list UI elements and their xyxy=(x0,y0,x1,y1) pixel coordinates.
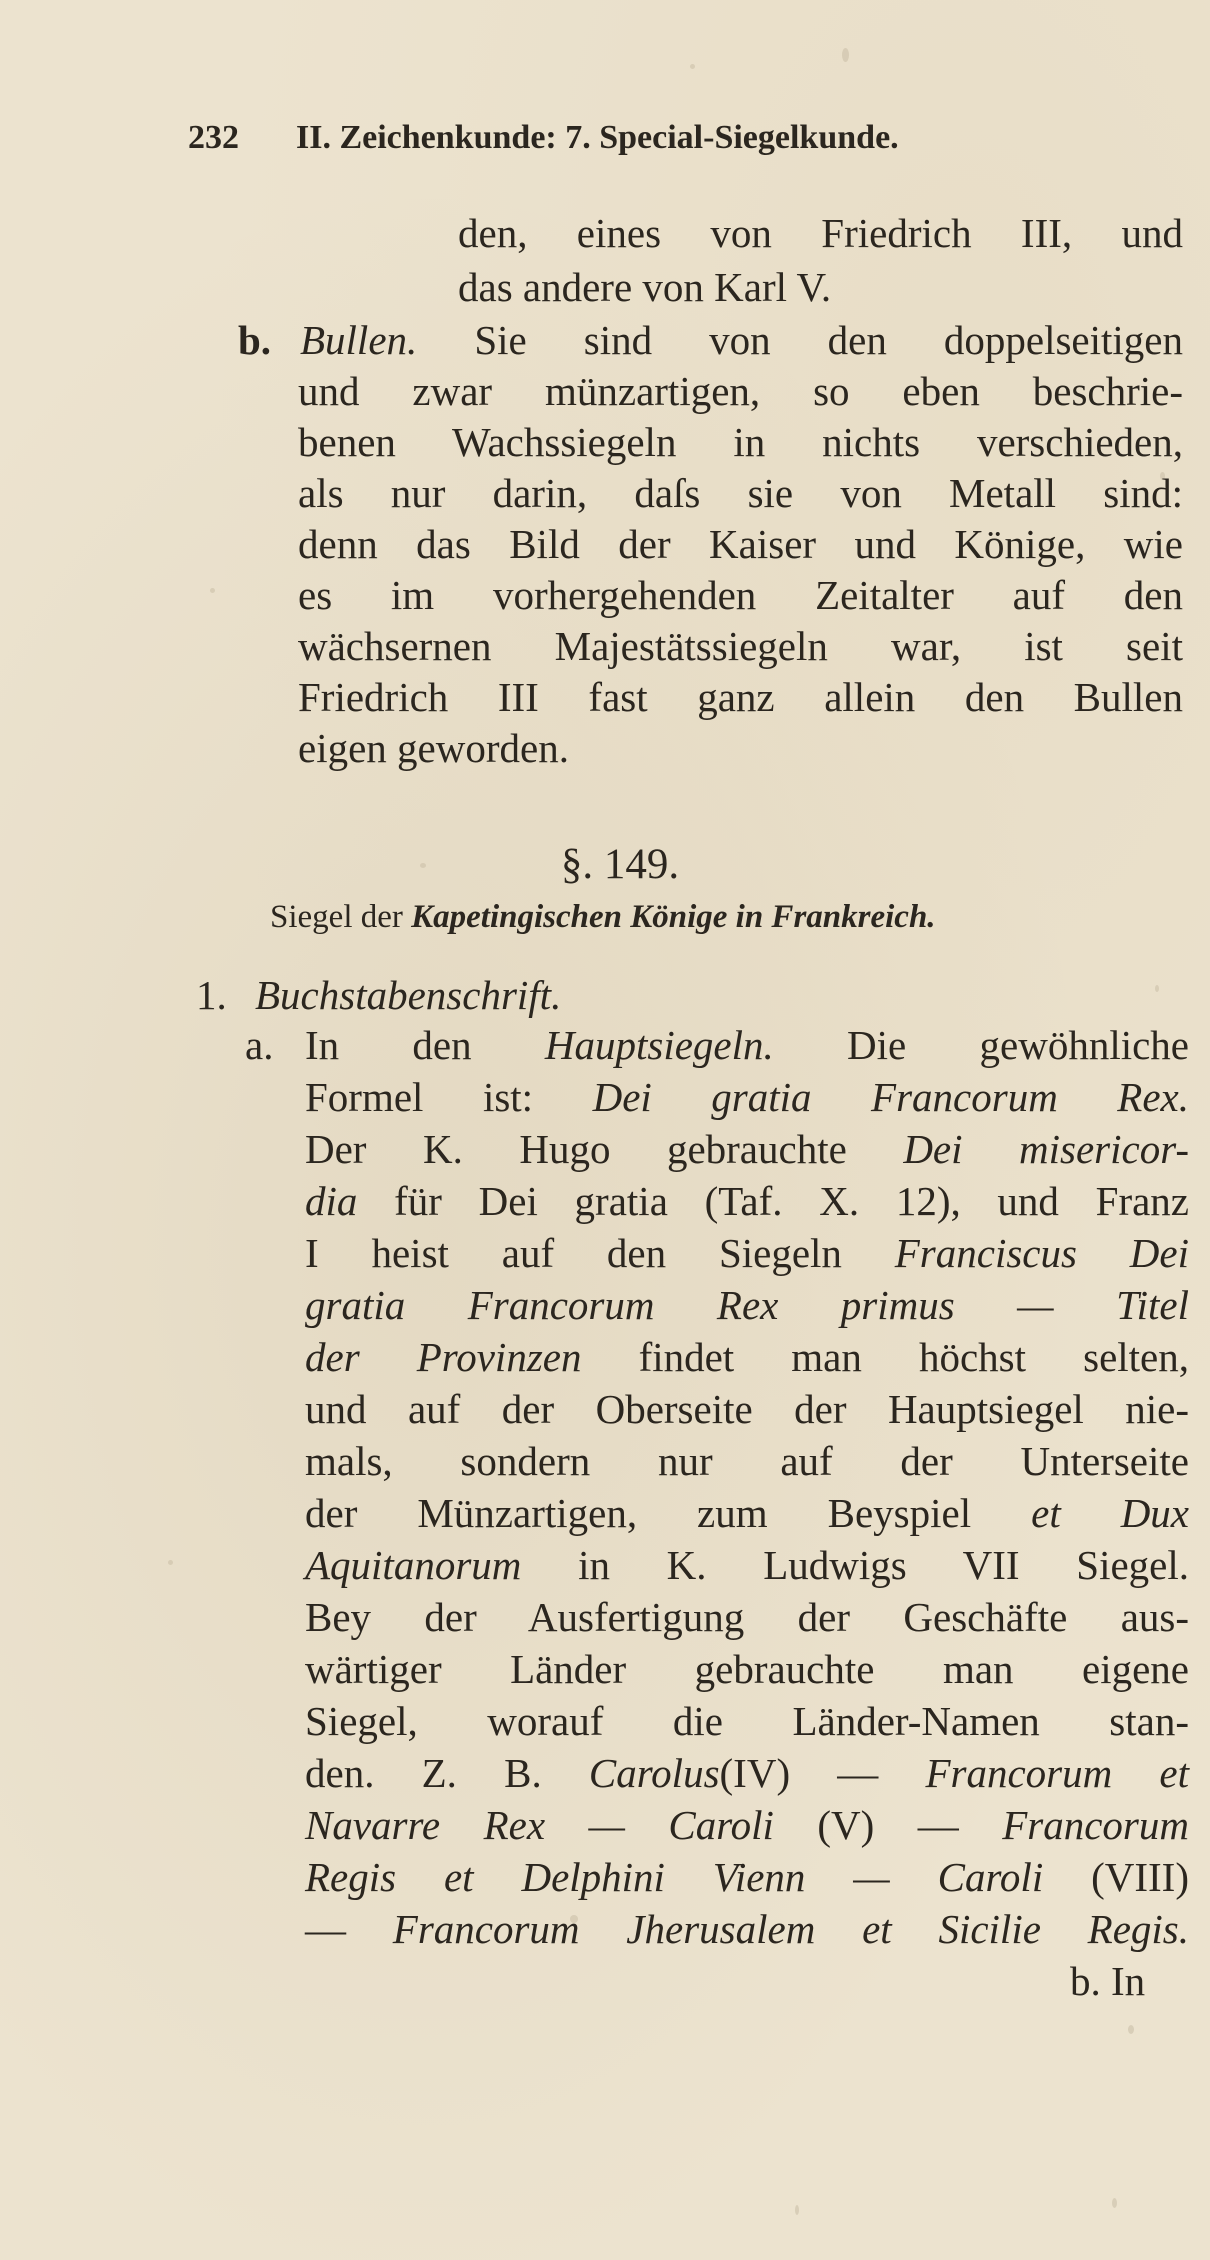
text-line: der Münzartigen, zum Beyspiel et Dux xyxy=(305,1490,1190,1536)
paper-speck xyxy=(168,1560,173,1565)
text-line: Bey der Ausfertigung der Geschäfte aus- xyxy=(305,1594,1189,1640)
text-line: und auf der Oberseite der Hauptsiegel nie- xyxy=(305,1386,1189,1432)
paper-speck xyxy=(795,2205,799,2215)
text-line: wärtiger Länder gebrauchte man eigene xyxy=(305,1646,1189,1692)
section-title: Siegel der Kapetingischen Könige in Frankreich. xyxy=(270,899,936,935)
text-line: Bullen. Sie sind von den doppelseitigen xyxy=(300,317,1183,363)
text-line: der Provinzen findet man höchst selten, xyxy=(305,1334,1189,1380)
text-line: den. Z. B. Carolus(IV) — Francorum et xyxy=(305,1750,1189,1796)
text-line: Formel ist: Dei gratia Francorum Rex. xyxy=(305,1074,1190,1120)
text-line: und zwar münzartigen, so eben beschrie- xyxy=(298,368,1183,414)
item-marker: b. xyxy=(238,317,272,363)
paper-speck xyxy=(1112,2198,1117,2208)
running-title: II. Zeichenkunde: 7. Special-Siegelkunde. xyxy=(296,119,899,156)
text-line: das andere von Karl V. xyxy=(458,264,832,310)
text-line: es im vorhergehenden Zeitalter auf den xyxy=(298,572,1183,618)
text-line: eigen geworden. xyxy=(298,725,569,771)
catchword: b. In xyxy=(1070,1958,1146,2004)
page-number: 232 xyxy=(188,119,239,156)
text-line: gratia Francorum Rex primus — Titel xyxy=(305,1282,1189,1328)
paper-speck xyxy=(690,64,695,69)
text-line: Aquitanorum in K. Ludwigs VII Siegel. xyxy=(305,1542,1189,1588)
running-header xyxy=(188,116,1088,160)
paper-speck xyxy=(210,588,215,593)
text-line: — Francorum Jherusalem et Sicilie Regis. xyxy=(305,1906,1190,1952)
text-line: benen Wachssiegeln in nichts verschieden, xyxy=(298,419,1183,465)
item-marker: a. xyxy=(245,1022,274,1068)
text-line: mals, sondern nur auf der Unterseite xyxy=(305,1438,1189,1484)
section-heading: §. 149. xyxy=(560,841,680,888)
paper-speck xyxy=(1155,985,1159,992)
text-line: Friedrich III fast ganz allein den Bullen xyxy=(298,674,1183,720)
text-line: In den Hauptsiegeln. Die gewöhnliche xyxy=(305,1022,1189,1068)
text-line: dia für Dei gratia (Taf. X. 12), und Franz xyxy=(305,1178,1189,1224)
text-line: Der K. Hugo gebrauchte Dei misericor- xyxy=(305,1126,1190,1172)
paper-speck xyxy=(842,48,849,62)
text-line: Siegel, worauf die Länder-Namen stan- xyxy=(305,1698,1189,1744)
text-line: denn das Bild der Kaiser und Könige, wie xyxy=(298,521,1183,567)
text-line: Navarre Rex — Caroli (V) — Francorum xyxy=(305,1802,1189,1848)
part-title: Buchstabenschrift. xyxy=(255,972,562,1018)
text-line: als nur darin, daſs sie von Metall sind: xyxy=(298,470,1183,516)
part-marker: 1. xyxy=(196,972,227,1018)
paper-speck xyxy=(1128,2025,1134,2034)
text-line: den, eines von Friedrich III, und xyxy=(458,210,1183,256)
term-italic: Bullen. xyxy=(300,317,418,363)
text-line: wächsernen Majestätssiegeln war, ist seit xyxy=(298,623,1183,669)
text-line: Regis et Delphini Vienn — Caroli (VIII) xyxy=(305,1854,1189,1900)
text-line: I heist auf den Siegeln Franciscus Dei xyxy=(305,1230,1189,1276)
